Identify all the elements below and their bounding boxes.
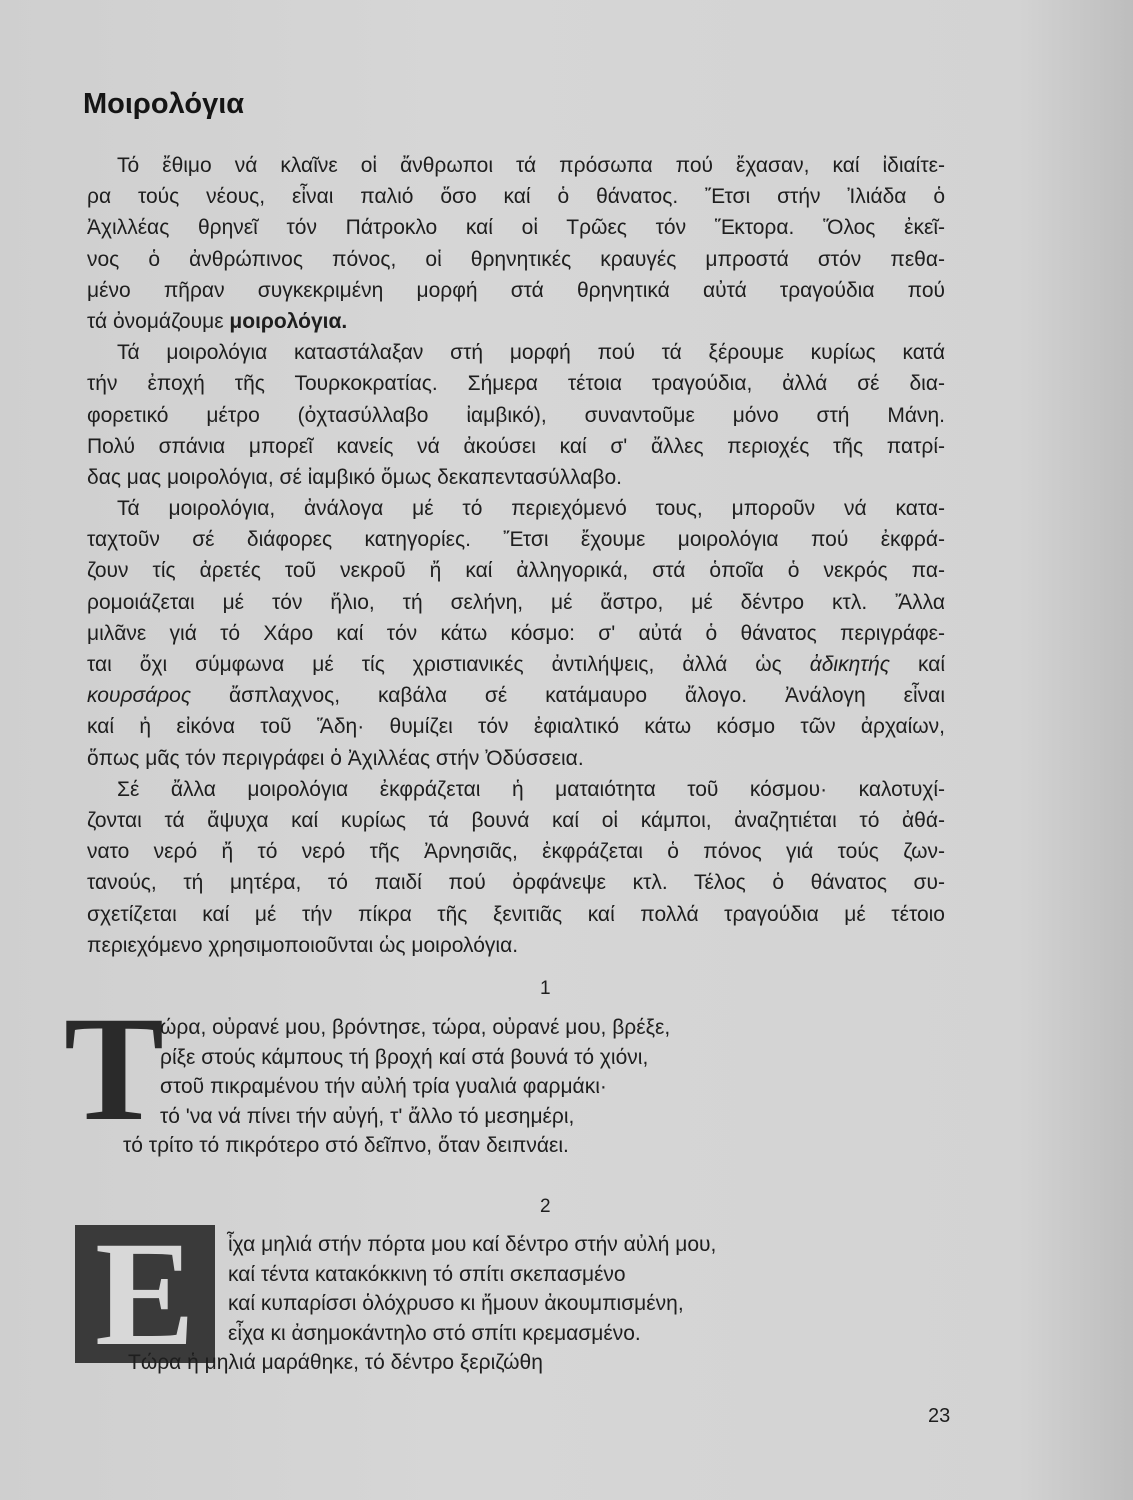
text-line (87, 711, 945, 742)
text-line (87, 524, 945, 555)
text-segment: ταχτοῦν σέ διάφορες κατηγορίες. Ἔτσι ἔχουμε μοιρολόγια πού ἐκφρά- (87, 528, 945, 552)
text-line (87, 774, 945, 805)
bold-term: μοιρολόγια. (229, 309, 348, 333)
text-line (87, 337, 945, 368)
text-segment: μιλᾶνε γιά τό Χάρο καί τόν κάτω κόσμο: σ' αὐτά ὁ θάνατος περιγράφε- (87, 621, 945, 645)
text-line (87, 899, 945, 930)
text-segment: ζονται τά ἄψυχα καί κυρίως τά βουνά καί οἱ κάμποι, ἀναζητιέται τό ἀθά- (87, 808, 945, 832)
text-line (87, 400, 945, 431)
page-number: 23 (928, 1405, 951, 1427)
text-segment: νος ὁ ἀνθρώπινος πόνος, οἱ θρηνητικές κραυγές μπροστά στόν πεθα- (87, 247, 945, 271)
verse-line: τό 'να νά πίνει τήν αὐγή, τ' ἄλλο τό μεσημέρι, (160, 1104, 575, 1128)
verse-line: ρίξε στούς κάμπους τή βροχή καί στά βουνά τό χιόνι, (160, 1045, 649, 1069)
song-number: 2 (540, 1196, 551, 1217)
verse-line: Τώρα ἡ μηλιά μαράθηκε, τό δέντρο ξεριζώθη (128, 1351, 543, 1374)
text-line (87, 275, 945, 306)
paragraph (87, 150, 945, 337)
paragraph (87, 337, 945, 493)
text-line (87, 836, 945, 867)
text-segment: μένο πῆραν συγκεκριμένη μορφή στά θρηνητικά αὐτά τραγούδια πού (87, 278, 945, 302)
drop-cap-letter: Ε (94, 1211, 196, 1377)
page-title: Μοιρολόγια (83, 88, 245, 120)
text-segment: τανούς, τή μητέρα, τό παιδί πού ὀρφάνεψε κτλ. Τέλος ὁ θάνατος συ- (87, 871, 945, 895)
song-number: 1 (540, 978, 551, 999)
text-segment: καί ἡ εἰκόνα τοῦ Ἅδη· θυμίζει τόν ἐφιαλτικό κάτω κόσμο τῶν ἀρχαίων, (87, 715, 945, 739)
verse-line: καί κυπαρίσσι ὁλόχρυσο κι ἤμουν ἀκουμπισμένη, (228, 1292, 684, 1315)
song-2-verse (128, 1230, 717, 1378)
verse-line: στοῦ πικραμένου τήν αὐλή τρία γυαλιά φαρμάκι· (160, 1075, 607, 1098)
text-line (87, 368, 945, 399)
text-segment: Τό ἔθιμο νά κλαῖνε οἱ ἄνθρωποι τά πρόσωπα πού ἔχασαν, καί ἰδιαίτε- (117, 154, 945, 177)
text-segment: καί (889, 653, 945, 676)
text-line (87, 306, 945, 337)
text-line (87, 587, 945, 618)
text-segment: Πολύ σπάνια μπορεῖ κανείς νά ἀκούσει καί σ' ἄλλες περιοχές τῆς πατρί- (87, 434, 945, 458)
text-segment: Σέ ἄλλα μοιρολόγια ἐκφράζεται ἡ ματαιότητα τοῦ κόσμου· καλοτυχί- (117, 777, 945, 801)
verse-line: καί τέντα κατακόκκινη τό σπίτι σκεπασμένο (228, 1262, 626, 1286)
text-line (87, 743, 945, 774)
text-segment: νατο νερό ἤ τό νερό τῆς Ἀρνησιᾶς, ἐκφράζεται ὁ πόνος γιά τούς ζων- (87, 840, 945, 864)
text-line (87, 462, 945, 493)
text-segment: ὅπως μᾶς τόν περιγράφει ὁ Ἀχιλλέας στήν Ὀδύσσεια. (87, 746, 584, 770)
verse-line: τό τρίτο τό πικρότερο στό δεῖπνο, ὅταν δειπνάει. (123, 1134, 569, 1157)
song-1-verse (123, 1013, 671, 1161)
text-segment: ἄσπλαχνος, καβάλα σέ κατάμαυρο ἄλογο. Ἀνάλογη εἶναι (191, 684, 945, 708)
text-line (87, 618, 945, 649)
verse-line: ἶχα μηλιά στήν πόρτα μου καί δέντρο στήν αὐλή μου, (228, 1233, 717, 1256)
text-segment: τά ὀνομάζουμε (87, 309, 230, 333)
text-line (87, 930, 945, 961)
text-line (87, 244, 945, 275)
text-line (87, 212, 945, 243)
text-segment: ρα τούς νέους, εἶναι παλιό ὅσο καί ὁ θάνατος. Ἔτσι στήν Ἰλιάδα ὁ (87, 185, 945, 209)
verse-line: ώρα, οὐρανέ μου, βρόντησε, τώρα, οὐρανέ μου, βρέξε, (160, 1016, 671, 1039)
text-segment: φορετικό μέτρο (ὀχτασύλλαβο ἰαμβικό), συναντοῦμε μόνο στή Μάνη. (87, 403, 945, 427)
verse-line: εἶχα κι ἀσημοκάντηλο στό σπίτι κρεμασμένο. (228, 1321, 641, 1345)
paragraph (87, 774, 945, 961)
text-line (87, 867, 945, 898)
prose-body (87, 150, 945, 961)
drop-cap-e (75, 1211, 215, 1377)
text-segment: Τά μοιρολόγια καταστάλαξαν στή μορφή πού τά ξέρουμε κυρίως κατά (117, 341, 945, 365)
text-segment: περιεχόμενο χρησιμοποιοῦνται ὡς μοιρολόγια. (87, 933, 519, 957)
paragraph (87, 493, 945, 774)
text-segment: ται ὄχι σύμφωνα μέ τίς χριστιανικές ἀντιλήψεις, ἀλλά ὡς (87, 653, 810, 676)
text-line (87, 150, 945, 181)
text-segment: Τά μοιρολόγια, ἀνάλογα μέ τό περιεχόμενό τους, μποροῦν νά κατα- (117, 497, 945, 521)
text-segment: ρομοιάζεται μέ τόν ἥλιο, τή σελήνη, μέ ἄστρο, μέ δέντρο κτλ. Ἄλλα (87, 590, 945, 614)
text-line (87, 181, 945, 212)
text-line (87, 555, 945, 586)
drop-cap-t: Τ (63, 986, 165, 1152)
italic-term: κουρσάρος (87, 684, 192, 708)
italic-term: ἀδικητής (809, 653, 890, 676)
text-line (87, 431, 945, 462)
text-segment: Ἀχιλλέας θρηνεῖ τόν Πάτροκλο καί οἱ Τρῶες τόν Ἕκτορα. Ὅλος ἐκεῖ- (87, 216, 945, 240)
text-line (87, 805, 945, 836)
text-segment: τήν ἐποχή τῆς Τουρκοκρατίας. Σήμερα τέτοια τραγούδια, ἀλλά σέ δια- (87, 372, 945, 396)
text-line (87, 680, 945, 711)
text-segment: δας μας μοιρολόγια, σέ ἰαμβικό ὅμως δεκαπεντασύλλαβο. (87, 465, 622, 489)
text-segment: σχετίζεται καί μέ τήν πίκρα τῆς ξενιτιᾶς καί πολλά τραγούδια μέ τέτοιο (87, 902, 945, 926)
text-segment: ζουν τίς ἀρετές τοῦ νεκροῦ ἤ καί ἀλληγορικά, στά ὁποῖα ὁ νεκρός πα- (87, 559, 945, 583)
text-line (87, 493, 945, 524)
text-line (87, 649, 945, 680)
